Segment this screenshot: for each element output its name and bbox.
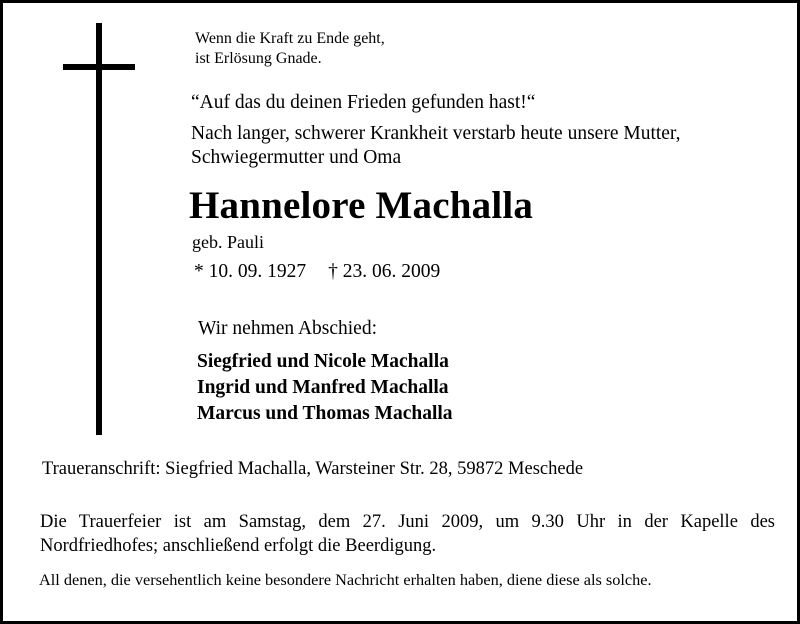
- birth-name: geb. Pauli: [192, 232, 264, 252]
- deceased-name: Hannelore Machalla: [189, 184, 534, 227]
- mourner-entry: Ingrid und Manfred Machalla: [197, 377, 449, 398]
- intro-line: Nach langer, schwerer Krankheit verstarb heute unsere Mutter,: [191, 123, 681, 144]
- service-details: Die Trauerfeier ist am Samstag, dem 27. Juni 2009, um 9.30 Uhr in der Kapelle des Nordfriedhofes; anschließend erfolgt die Beerdigung.: [40, 512, 775, 556]
- motto-line: ist Erlösung Gnade.: [195, 50, 322, 67]
- mourners-list: [197, 349, 453, 427]
- intro-text: [191, 122, 681, 170]
- mourner-entry: Siegfried und Nicole Machalla: [197, 351, 449, 372]
- intro-line: Schwiegermutter und Oma: [191, 147, 402, 168]
- death-date: † 23. 06. 2009: [328, 261, 441, 282]
- farewell-heading: Wir nehmen Abschied:: [198, 318, 378, 339]
- life-dates: [194, 260, 440, 284]
- cross-icon: [96, 23, 102, 435]
- motto-line: Wenn die Kraft zu Ende geht,: [195, 30, 385, 47]
- motto: [195, 29, 385, 69]
- cross-icon-crossbar: [63, 64, 135, 70]
- mourner-entry: Marcus und Thomas Machalla: [197, 403, 453, 424]
- mourning-address: Traueranschrift: Siegfried Machalla, Warsteiner Str. 28, 59872 Meschede: [42, 459, 584, 479]
- quote: “Auf das du deinen Frieden gefunden hast!“: [191, 92, 536, 113]
- birth-date: * 10. 09. 1927: [194, 261, 307, 282]
- closing-note: All denen, die versehentlich keine besondere Nachricht erhalten haben, diene diese als solche.: [39, 570, 652, 589]
